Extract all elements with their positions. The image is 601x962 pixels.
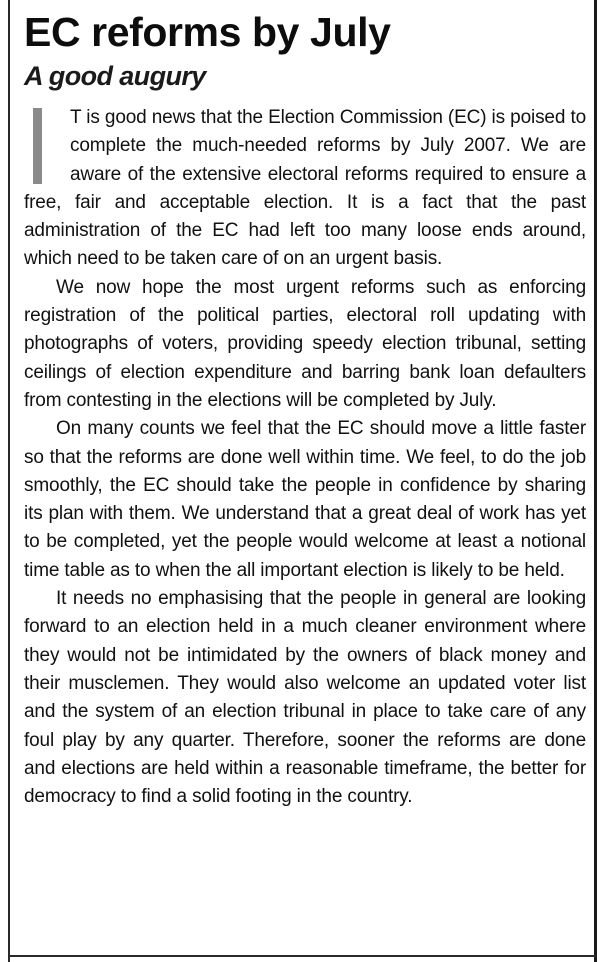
paragraph-1	[24, 104, 586, 274]
paragraph-4: It needs no emphasising that the people in general are looking forward to an election held in a much cleaner environment where they would not be intimidated by the owners of black money and their musclemen. They would also welcome an updated voter list and the system of an election tribunal in place to take care of any foul play by any quarter. Therefore, sooner the reforms are done and elections are held within a reasonable timeframe, the better for democracy to find a solid footing in the country.	[24, 588, 586, 808]
subheadline: A good augury	[24, 61, 206, 91]
right-column-rule	[594, 0, 597, 962]
editorial-article	[24, 6, 586, 811]
bottom-rule	[8, 955, 597, 957]
drop-cap-letter	[33, 108, 42, 184]
paragraph-3: On many counts we feel that the EC should move a little faster so that the reforms are done well within time. We feel, to do the job smoothly, the EC should take the people in confidence by sharing its plan with them. We understand that a great deal of work has yet to be completed, yet the people would welcome at least a notional time table as to when the all important election is likely to be held.	[24, 418, 586, 581]
paragraph-2: We now hope the most urgent reforms such as enforcing registration of the political parties, electoral roll updating with photographs of voters, providing speedy election tribunal, setting ceilings of election expenditure and barring bank loan defaulters from contesting in the elections will be completed by July.	[24, 276, 586, 411]
left-column-rule	[8, 0, 10, 962]
headline: EC reforms by July	[24, 9, 391, 55]
paragraph-1-text: T is good news that the Election Commission (EC) is poised to complete the much-needed reforms by July 2007. We are aware of the extensive electoral reforms required to ensure a free, fair and acceptable election. It is a fact that the past administration of the EC had left too many loose ends around, which need to be taken care of on an urgent basis.	[24, 107, 586, 270]
article-body	[24, 104, 586, 811]
